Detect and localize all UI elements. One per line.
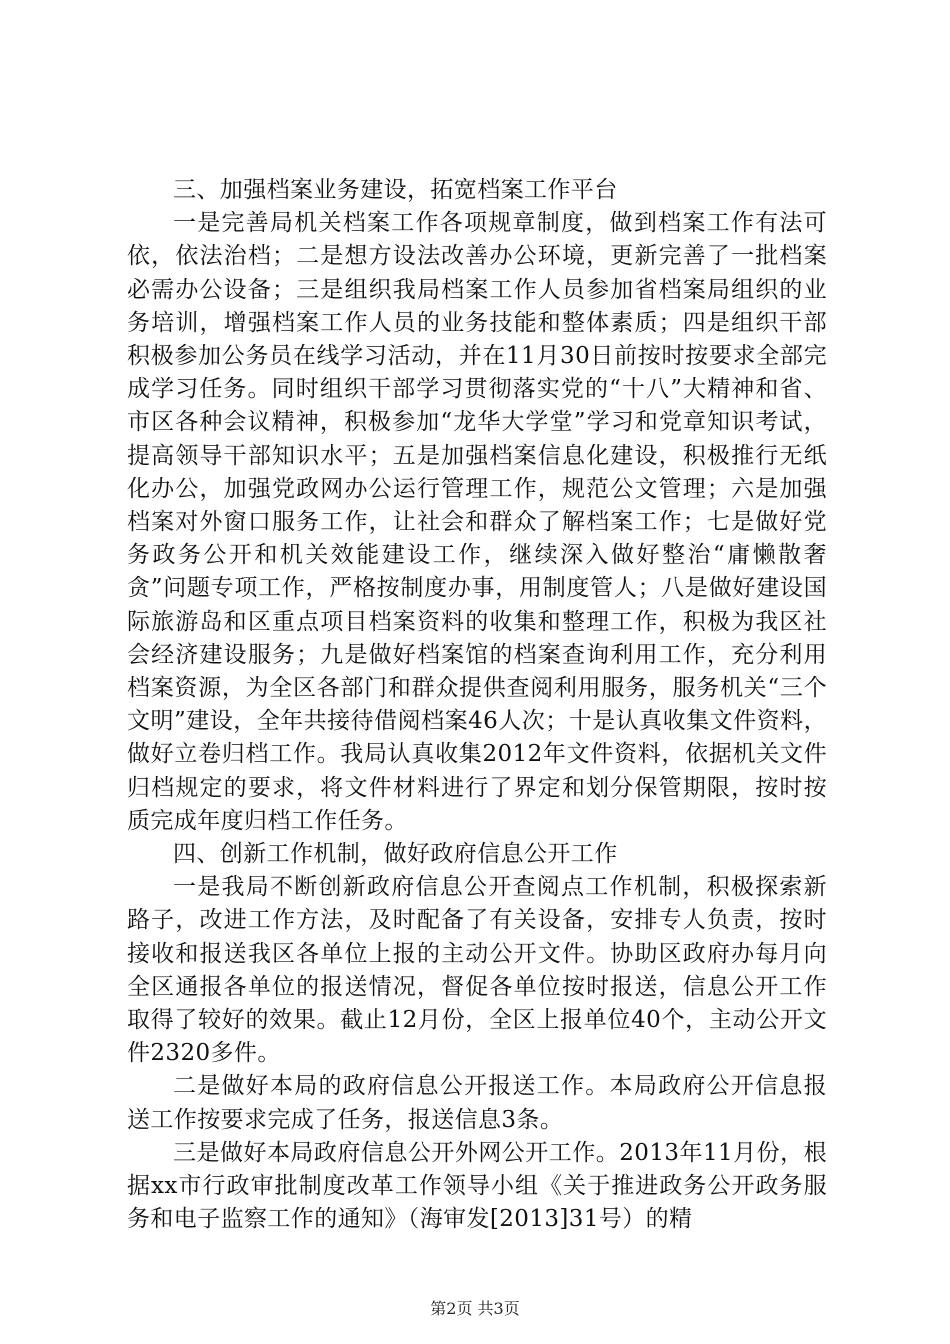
paragraph-info-disclosure-2: 二是做好本局的政府信息公开报送工作。本局政府公开信息报送工作按要求完成了任务，报送信息3条。 — [127, 1073, 827, 1133]
paragraph-archive-work: 一是完善局机关档案工作各项规章制度，做到档案工作有法可依，依法治档；二是想方设法改善办公环境，更新完善了一批档案必需办公设备；三是组织我局档案工作人员参加省档案局组织的业务培训，增强档案工作人员的业务技能和整体素质；四是组织干部积极参加公务员在线学习活动，并在11月30日前按时按要求全部完成学习任务。同时组织干部学习贯彻落实党的“十八”大精神和省、市区各种会议精神，积极参加“龙华大学堂”学习和党章知识考试，提高领导干部知识水平；五是加强档案信息化建设，积极推行无纸化办公，加强党政网办公运行管理工作，规范公文管理；六是加强档案对外窗口服务工作，让社会和群众了解档案工作；七是做好党务政务公开和机关效能建设工作，继续深入做好整治“庸懒散奢贪”问题专项工作，严格按制度办事，用制度管人；八是做好建设国际旅游岛和区重点项目档案资料的收集和整理工作，积极为我区社会经济建设服务；九是做好档案馆的档案查询利用工作，充分利用档案资源，为全区各部门和群众提供查阅利用服务，服务机关“三个文明”建设，全年共接待借阅档案46人次；十是认真收集文件资料，做好立卷归档工作。我局认真收集2012年文件资料，依据机关文件归档规定的要求，将文件材料进行了界定和划分保管期限，按时按质完成年度归档工作任务。 — [127, 210, 827, 834]
page-footer: 第2页 共3页 — [430, 1299, 520, 1318]
section-heading-3: 三、加强档案业务建设，拓宽档案工作平台 — [173, 177, 618, 203]
document-body — [127, 174, 827, 1237]
paragraph-info-disclosure-3: 三是做好本局政府信息公开外网公开工作。2013年11月份，根据xx市行政审批制度改革工作领导小组《关于推进政务公开政务服务和电子监察工作的通知》（海审发[2013]31号）的精 — [127, 1139, 827, 1233]
paragraph-info-disclosure-1: 一是我局不断创新政府信息公开查阅点工作机制，积极探索新路子，改进工作方法，及时配备了有关设备，安排专人负责，按时接收和报送我区各单位上报的主动公开文件。协助区政府办每月向全区通报各单位的报送情况，督促各单位按时报送，信息公开工作取得了较好的效果。截止12月份，全区上报单位40个，主动公开文件2320多件。 — [127, 874, 827, 1067]
section-heading-4: 四、创新工作机制，做好政府信息公开工作 — [173, 841, 618, 868]
